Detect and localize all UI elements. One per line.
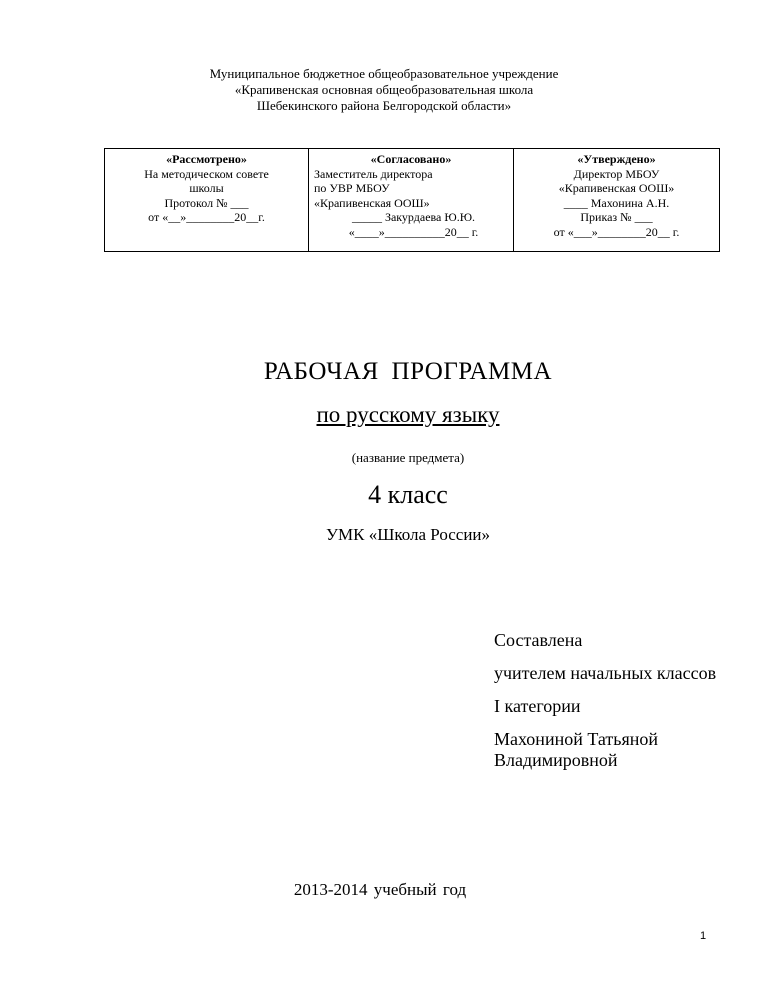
subject-note: (название предмета) [351, 450, 465, 465]
reviewed-cell [105, 149, 309, 251]
reviewed-title: «Рассмотрено» [166, 152, 247, 166]
approved-line-5: от «___»________20__ г. [553, 224, 680, 239]
header-line-3: Шебекинского района Белгородской области» [256, 98, 512, 113]
reviewed-line-4: от «__»________20__г. [148, 210, 265, 224]
approvals-table [104, 148, 720, 252]
school-year: 2013-2014 учебный год [293, 880, 467, 899]
agreed-line-5: «____»__________20__ г. [348, 224, 479, 239]
program-umk: УМК «Школа России» [325, 525, 491, 544]
agreed-cell [309, 149, 514, 251]
page-number: 1 [700, 930, 707, 942]
agreed-title: «Согласовано» [370, 152, 452, 166]
reviewed-line-2: школы [189, 181, 224, 195]
approved-line-4: Приказ № ___ [580, 210, 653, 224]
author-line-3: I категории [494, 696, 581, 716]
agreed-line-4: _____ Закурдаева Ю.Ю. [351, 210, 476, 224]
header-line-2: «Крапивенская основная общеобразовательная школа [234, 82, 534, 97]
program-grade: 4 класс [368, 480, 448, 509]
reviewed-line-3: Протокол № ___ [164, 195, 249, 210]
approved-line-2: «Крапивенская ООШ» [558, 181, 675, 195]
header-line-1: Муниципальное бюджетное общеобразовательное учреждение [209, 66, 559, 81]
approved-cell [514, 149, 719, 251]
approved-title: «Утверждено» [577, 152, 656, 166]
author-block [494, 630, 734, 783]
school-header [0, 66, 768, 114]
approved-line-1: Директор МБОУ [573, 166, 660, 181]
agreed-line-3: «Крапивенская ООШ» [314, 195, 430, 210]
author-line-4: Махониной Татьяной Владимировной [494, 729, 659, 770]
program-subject: по русскому языку [316, 402, 500, 427]
agreed-line-2: по УВР МБОУ [314, 181, 390, 195]
approved-line-3: ____ Махонина А.Н. [563, 195, 670, 210]
agreed-line-1: Заместитель директора [314, 166, 433, 181]
author-line-2: учителем начальных классов [494, 663, 717, 683]
reviewed-line-1: На методическом совете [144, 166, 269, 181]
program-title: РАБОЧАЯ ПРОГРАММА [263, 358, 553, 385]
author-line-1: Составлена [494, 630, 583, 650]
